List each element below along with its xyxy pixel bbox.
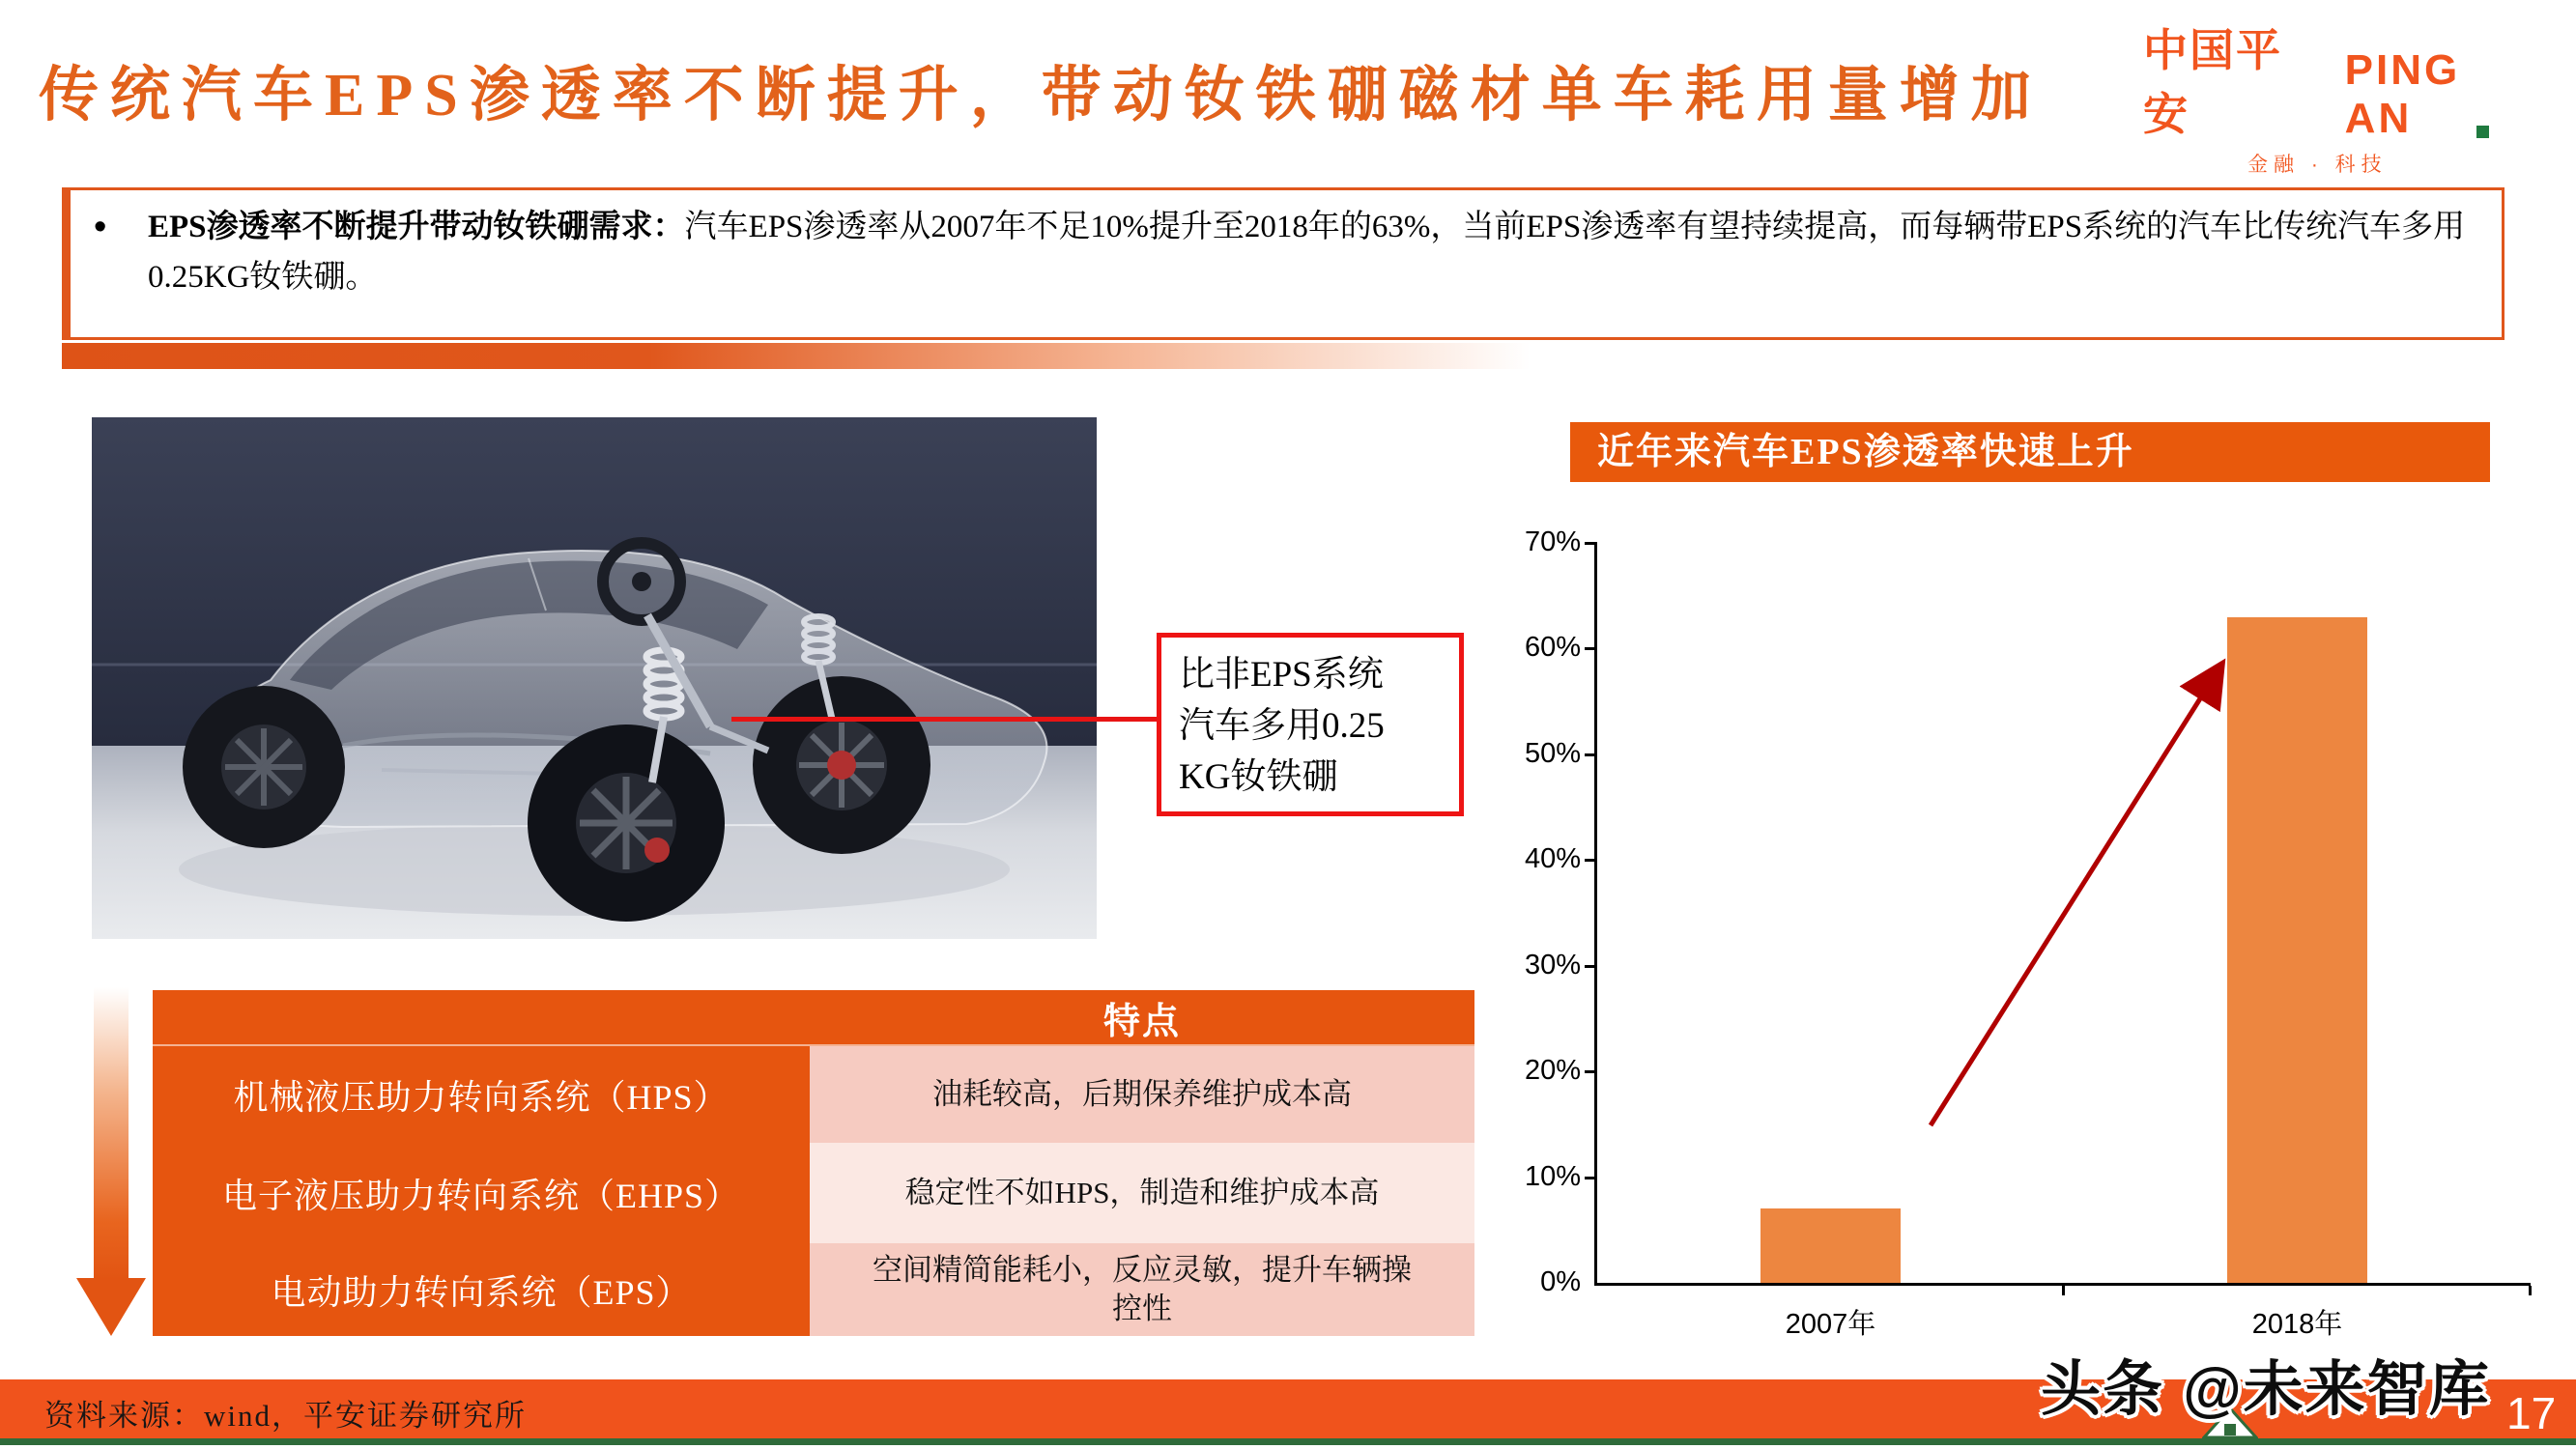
logo-green-dot — [2476, 126, 2489, 138]
front-right-wheel — [753, 676, 930, 854]
bullet-glyph: • — [94, 207, 107, 247]
front-left-wheel — [528, 724, 725, 922]
y-tick-label: 30% — [1524, 949, 1581, 980]
logo-tagline: 金融 · 科技 — [2247, 154, 2388, 176]
table-row-system: 机械液压助力转向系统（HPS） — [153, 1046, 810, 1143]
trend-arrow — [1597, 543, 2531, 1283]
y-tick-mark — [1585, 859, 1597, 862]
summary-lead: EPS渗透率不断提升带动钕铁硼需求： — [148, 210, 685, 244]
bar-2007年 — [1760, 1208, 1901, 1283]
y-tick-label: 60% — [1524, 632, 1581, 664]
down-arrow-shaft — [94, 987, 129, 1280]
pingan-logo — [2143, 15, 2539, 178]
callout-connector-line — [731, 717, 1159, 722]
table-row-system: 电动助力转向系统（EPS） — [153, 1243, 810, 1336]
y-tick-label: 20% — [1524, 1055, 1581, 1087]
y-tick-mark — [1585, 647, 1597, 650]
table-header-empty-cell — [153, 990, 810, 1046]
callout-line: 比非EPS系统 — [1179, 655, 1384, 695]
table-row-feature: 稳定性不如HPS，制造和维护成本高 — [810, 1143, 1474, 1243]
logo-en-text: PING AN — [2345, 46, 2539, 143]
y-tick-label: 10% — [1524, 1160, 1581, 1192]
y-tick-label: 70% — [1524, 526, 1581, 557]
bar-2018年 — [2227, 617, 2367, 1283]
source-note: 资料来源：wind，平安证券研究所 — [44, 1399, 527, 1433]
rear-wheel — [183, 686, 345, 848]
y-tick-label: 0% — [1540, 1266, 1581, 1297]
summary-text — [148, 202, 2476, 302]
page-title: 传统汽车EPS渗透率不断提升，带动钕铁硼磁材单车耗用量增加 — [39, 63, 2043, 128]
page-number: 17 — [2506, 1388, 2557, 1438]
y-tick-mark — [1585, 1177, 1597, 1179]
callout-box — [1157, 633, 1464, 816]
steering-systems-table — [153, 990, 1474, 1336]
table-row-system: 电子液压助力转向系统（EHPS） — [153, 1143, 810, 1243]
x-category-label: 2007年 — [1785, 1309, 1876, 1340]
y-tick-mark — [1585, 542, 1597, 545]
footer-green-line — [0, 1438, 2576, 1445]
y-tick-mark — [1585, 753, 1597, 756]
logo-cn-text: 中国平安 — [2143, 25, 2282, 139]
y-tick-mark — [1585, 965, 1597, 968]
car-cutaway-image — [92, 417, 1097, 939]
y-tick-label: 50% — [1524, 737, 1581, 769]
chart-plot — [1524, 526, 2531, 1340]
table-row-feature: 空间精简能耗小，反应灵敏，提升车辆操控性 — [810, 1243, 1474, 1336]
summary-gradient-bar — [62, 343, 1531, 369]
x-category-label: 2018年 — [2251, 1309, 2343, 1340]
table-header-feature: 特点 — [810, 990, 1474, 1046]
y-tick-label: 40% — [1524, 843, 1581, 875]
table-row-feature: 油耗较高，后期保养维护成本高 — [810, 1046, 1474, 1143]
y-tick-mark — [1585, 1070, 1597, 1073]
callout-line: KG钕铁硼 — [1179, 757, 1338, 797]
chart-title-banner: 近年来汽车EPS渗透率快速上升 — [1570, 422, 2490, 482]
x-tick-mark — [2062, 1286, 2065, 1295]
callout-line: 汽车多用0.25 — [1179, 706, 1385, 746]
watermark: 头条 @未来智库 — [2041, 1356, 2491, 1423]
down-arrow-head — [76, 1278, 146, 1336]
summary-body: 汽车EPS渗透率从2007年不足10%提升至2018年的63%，当前EPS渗透率有望持续提高，而每辆带EPS系统的汽车比传统汽车多用0.25KG钕铁硼。 — [148, 210, 2466, 295]
summary-box — [62, 187, 2504, 340]
x-tick-mark — [2529, 1286, 2532, 1295]
